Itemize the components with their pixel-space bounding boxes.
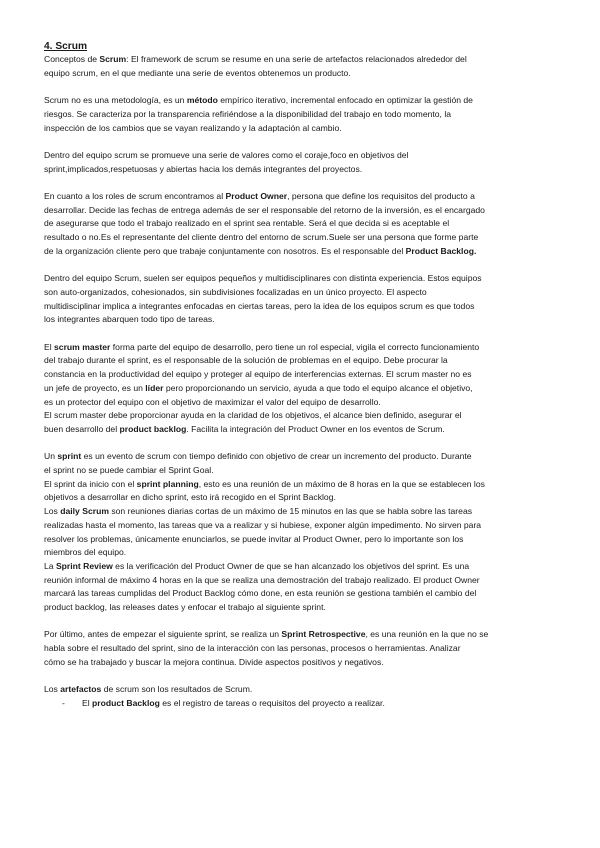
text-run: Los — [44, 684, 61, 695]
text-run: resultado o no.Es el representante del cliente dentro del entorno de scrum.Suele ser una persona que forme parte — [44, 232, 479, 243]
paragraph-spacer — [44, 615, 560, 629]
text-run: un jefe de proyecto, es un — [44, 382, 146, 393]
text-run: desarrollar. Decide las fechas de entrega además de ser el responsable del retorno de la inversión, es el encargado — [44, 204, 485, 215]
text-line — [44, 396, 560, 410]
text-run: de asegurarse que todo el trabajo realizado en el sprint sea rentable. Será el que decida si es aceptable el — [44, 218, 450, 229]
text-run: El sprint da inicio con el — [44, 478, 137, 489]
text-line — [44, 108, 560, 122]
text-line — [44, 300, 560, 314]
text-line — [44, 122, 560, 136]
paragraph-spacer — [44, 327, 560, 341]
text-run: cómo se ha trabajado y buscar la mejora continua. Divide aspectos positivos y negativos. — [44, 656, 384, 667]
paragraph — [44, 53, 560, 80]
text-line — [44, 409, 560, 423]
text-run: son auto-organizados, cohesionados, sin subdivisiones focalizadas en un único proyecto. El aspecto — [44, 286, 427, 297]
text-line — [44, 601, 560, 615]
text-run: equipo scrum, en el que mediante una serie de eventos obtenemos un producto. — [44, 67, 351, 78]
text-line — [44, 53, 560, 67]
text-run: habla sobre el resultado del sprint, sino de la interacción con las personas, procesos o herramientas. Analizar — [44, 643, 461, 654]
text-run: pero proporcionando un servicio, ayuda a que todo el equipo alcance el objetivo, — [163, 382, 473, 393]
paragraph — [44, 94, 560, 135]
text-run: El scrum master debe proporcionar ayuda en la claridad de los objetivos, el alcance bien definido, asegurar el — [44, 410, 462, 421]
dash-bullet: - — [62, 697, 65, 708]
text-line — [44, 245, 560, 259]
text-line — [44, 204, 560, 218]
text-run: empírico iterativo, incremental enfocado en optimizar la gestión de — [217, 95, 473, 106]
text-run: , esto es una reunión de un máximo de 8 horas en la que se establecen los — [198, 478, 485, 489]
list-item — [44, 697, 560, 711]
text-line — [44, 382, 560, 396]
text-run: El — [82, 697, 93, 708]
text-line — [44, 368, 560, 382]
text-run: los integrantes abarquen todo tipo de tareas. — [44, 314, 215, 325]
paragraph — [44, 683, 560, 697]
text-run: Por último, antes de empezar el siguiente sprint, se realiza un — [44, 629, 282, 640]
text-run: Dentro del equipo scrum se promueve una serie de valores como el coraje,foco en objetivos del — [44, 149, 409, 160]
text-run: : El framework de scrum se resume en una serie de artefactos relacionados alrededor del — [126, 54, 467, 64]
bold-term: Product Owner — [225, 190, 288, 201]
text-run: inspección de los cambios que se vayan realizando y la adaptación al cambio. — [44, 122, 342, 133]
text-line — [44, 519, 560, 533]
text-run: multidisciplinar implica a integrantes enfocadas en ciertas tareas, pero la idea de los equipos scrum es que todos — [44, 300, 475, 311]
bold-term: Sprint Review — [55, 560, 113, 571]
text-run: el sprint no se puede cambiar el Sprint Goal. — [44, 465, 214, 475]
text-line — [44, 546, 560, 560]
text-line — [44, 683, 560, 697]
text-run: constancia en la productividad del equipo y proteger al equipo de interferencias externas. El scrum master no es — [44, 369, 472, 380]
bold-term: artefactos — [60, 684, 102, 695]
text-line — [44, 149, 560, 163]
bold-term: método — [186, 95, 218, 106]
paragraph-spacer — [44, 135, 560, 149]
text-run: Scrum no es una metodología, es un — [44, 95, 187, 106]
paragraph-spacer — [44, 176, 560, 190]
text-run: sprint,implicados,respetuosas y abiertas hacia los demás integrantes del proyectos. — [44, 163, 363, 174]
text-line — [44, 423, 560, 437]
text-line — [44, 286, 560, 300]
text-run: es la verificación del Product Owner de que se han alcanzado los objetivos del sprint. Es una — [112, 560, 470, 571]
section-heading: 4. Scrum — [44, 41, 88, 52]
text-line — [44, 587, 560, 601]
text-run: miembros del equipo. — [44, 547, 127, 558]
text-line — [44, 505, 560, 519]
text-line — [44, 656, 560, 670]
paragraph — [44, 149, 560, 176]
paragraph-spacer — [44, 670, 560, 684]
text-run: es un protector del equipo con el objetivo de maximizar el valor del equipo de desarrollo. — [44, 396, 381, 407]
paragraph-spacer — [44, 437, 560, 451]
bold-term: líder — [145, 382, 164, 393]
text-run: . Facilita la integración del Product Owner en los eventos de Scrum. — [186, 423, 445, 434]
text-run: es un evento de scrum con tiempo definido con objetivo de crear un incremento del producto. Durante — [81, 451, 472, 462]
paragraph — [44, 341, 560, 437]
bold-term: product Backlog — [92, 697, 160, 708]
text-run: Dentro del equipo Scrum, suelen ser equipos pequeños y multidisciplinares con distinta experiencia. Estos equipos — [44, 273, 482, 284]
bold-term: Sprint Retrospective — [281, 629, 366, 640]
text-run: En cuanto a los roles de scrum encontramos al — [44, 190, 226, 201]
text-run: es el registro de tareas o requisitos del proyecto a realizar. — [159, 697, 385, 708]
bold-term: Scrum — [99, 54, 127, 64]
bullet-list — [44, 697, 560, 711]
document-body — [44, 53, 560, 697]
bold-term: sprint — [57, 451, 82, 462]
paragraph — [44, 628, 560, 669]
text-run: La — [44, 560, 56, 571]
text-run: resolver los problemas, únicamente enunciarlos, se puede invitar al Product Owner, pero lo importante son los — [44, 533, 464, 544]
paragraph-spacer — [44, 259, 560, 273]
text-run: del trabajo durante el sprint, es el responsable de la solución de problemas en el equipo. Debe procurar la — [44, 355, 448, 366]
text-line — [44, 533, 560, 547]
text-run: objetivos a desarrollar en dicho sprint, esto irá recogido en el Sprint Backlog. — [44, 492, 336, 503]
text-line — [44, 67, 560, 81]
text-run: son reuniones diarias cortas de un máximo de 15 minutos en las que se habla sobre las tareas — [108, 506, 473, 517]
text-line — [44, 560, 560, 574]
bold-term: scrum master — [54, 341, 111, 352]
text-run: , persona que define los requisitos del producto a — [287, 190, 475, 201]
text-run: forma parte del equipo de desarrollo, pero tiene un rol especial, vigila el correcto funcionamiento — [110, 341, 480, 352]
bold-term: Product Backlog. — [405, 245, 477, 256]
text-run: Conceptos de — [44, 54, 100, 64]
paragraph-spacer — [44, 80, 560, 94]
bold-term: sprint planning — [136, 478, 199, 489]
text-run: , es una reunión en la que no se — [365, 629, 489, 640]
text-run: Los — [44, 506, 61, 517]
text-line — [44, 341, 560, 355]
paragraph — [44, 190, 560, 259]
text-line — [44, 478, 560, 492]
text-line — [44, 574, 560, 588]
text-line — [44, 491, 560, 505]
text-run: product backlog, las releases dates y enfocar el trabajo al siguiente sprint. — [44, 602, 326, 613]
text-line — [44, 272, 560, 286]
text-line — [44, 464, 560, 478]
text-run: Un — [44, 451, 58, 462]
text-line — [44, 94, 560, 108]
text-run: El — [44, 341, 55, 352]
text-line — [44, 163, 560, 177]
text-run: buen desarrollo del — [44, 423, 120, 434]
paragraph — [44, 450, 560, 614]
text-run: riesgos. Se caracteriza por la transparencia refiriéndose a la disponibilidad del trabajo en todo momento, la — [44, 108, 452, 119]
paragraph — [44, 272, 560, 327]
text-line — [44, 450, 560, 464]
bold-term: product backlog — [119, 423, 187, 434]
text-line — [44, 642, 560, 656]
text-line — [44, 628, 560, 642]
text-run: realizadas hasta el momento, las tareas que va a realizar y si hubiese, exponer algún impedimento. No sirven para — [44, 519, 482, 530]
text-run: reunión informal de máximo 4 horas en la que se realiza una demostración del trabajo realizado. El product Owner — [44, 574, 480, 585]
bold-term: daily Scrum — [60, 506, 109, 517]
text-run: de scrum son los resultados de Scrum. — [101, 684, 253, 695]
text-line — [44, 354, 560, 368]
text-run: marcará las tareas cumplidas del Product Backlog cómo done, en esta reunión se gestiona también el cambio del — [44, 588, 477, 599]
text-line — [44, 231, 560, 245]
text-run: de la organización cliente pero que trabaje conjuntamente con nosotros. Es el responsable del — [44, 245, 406, 256]
text-line — [44, 217, 560, 231]
text-line — [44, 190, 560, 204]
text-line — [44, 313, 560, 327]
